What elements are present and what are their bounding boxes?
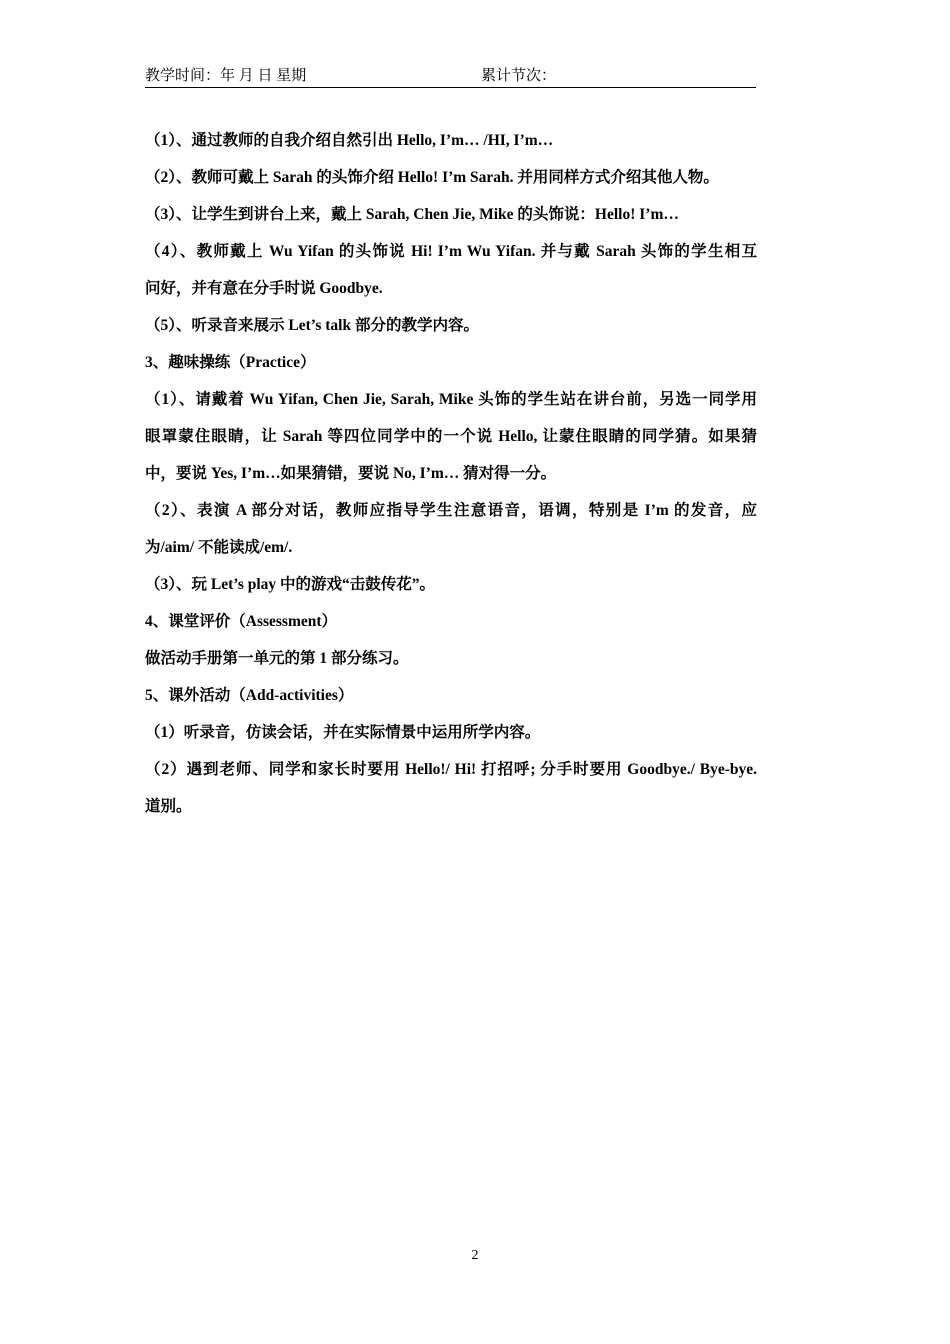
step-2-4: （4）、教师戴上 Wu Yifan 的头饰说 Hi! I’m Wu Yifan. 并与戴 Sarah 头饰的学生相互	[145, 243, 757, 260]
step-2-4-cont: 问好，并有意在分手时说 Goodbye.	[145, 280, 383, 297]
practice-1-cont-a: 眼罩蒙住眼睛，让 Sarah 等四位同学中的一个说 Hello, 让蒙住眼睛的同学猜。如果猜	[145, 428, 757, 445]
step-2-5: （5）、听录音来展示 Let’s talk 部分的教学内容。	[145, 317, 479, 334]
section-assessment-heading: 4、课堂评价（Assessment）	[145, 613, 338, 630]
section-practice-heading: 3、趣味操练（Practice）	[145, 354, 316, 371]
add-activity-2-cont: 道别。	[145, 798, 192, 815]
body-text	[145, 122, 757, 825]
section-add-activities-heading: 5、课外活动（Add-activities）	[145, 687, 354, 704]
assessment-text: 做活动手册第一单元的第 1 部分练习。	[145, 650, 409, 667]
add-activity-2: （2）遇到老师、同学和家长时要用 Hello!/ Hi! 打招呼; 分手时要用 Goodbye./ Bye-bye.	[145, 761, 757, 778]
add-activity-1: （1）听录音，仿读会话，并在实际情景中运用所学内容。	[145, 724, 541, 741]
page-header	[145, 64, 756, 88]
step-2-2: （2）、教师可戴上 Sarah 的头饰介绍 Hello! I’m Sarah. 并用同样方式介绍其他人物。	[145, 169, 719, 186]
step-2-3: （3）、让学生到讲台上来，戴上 Sarah, Chen Jie, Mike 的头饰说：Hello! I’m…	[145, 206, 679, 223]
practice-1: （1）、请戴着 Wu Yifan, Chen Jie, Sarah, Mike 头饰的学生站在讲台前，另选一同学用	[145, 391, 757, 408]
step-2-1: （1）、通过教师的自我介绍自然引出 Hello, I’m… /HI, I’m…	[145, 132, 554, 149]
practice-1-cont-b: 中，要说 Yes, I’m…如果猜错，要说 No, I’m… 猜对得一分。	[145, 465, 557, 482]
practice-3: （3）、玩 Let’s play 中的游戏“击鼓传花”。	[145, 576, 436, 593]
practice-2: （2）、表演 A 部分对话，教师应指导学生注意语音，语调，特别是 I’m 的发音，应	[145, 502, 757, 519]
practice-2-cont: 为/aim/ 不能读成/em/.	[145, 539, 293, 556]
header-lesson-count: 累计节次：	[481, 68, 557, 84]
page-number: 2	[471, 1248, 479, 1263]
header-teaching-time: 教学时间：年 月 日 星期	[145, 68, 307, 84]
